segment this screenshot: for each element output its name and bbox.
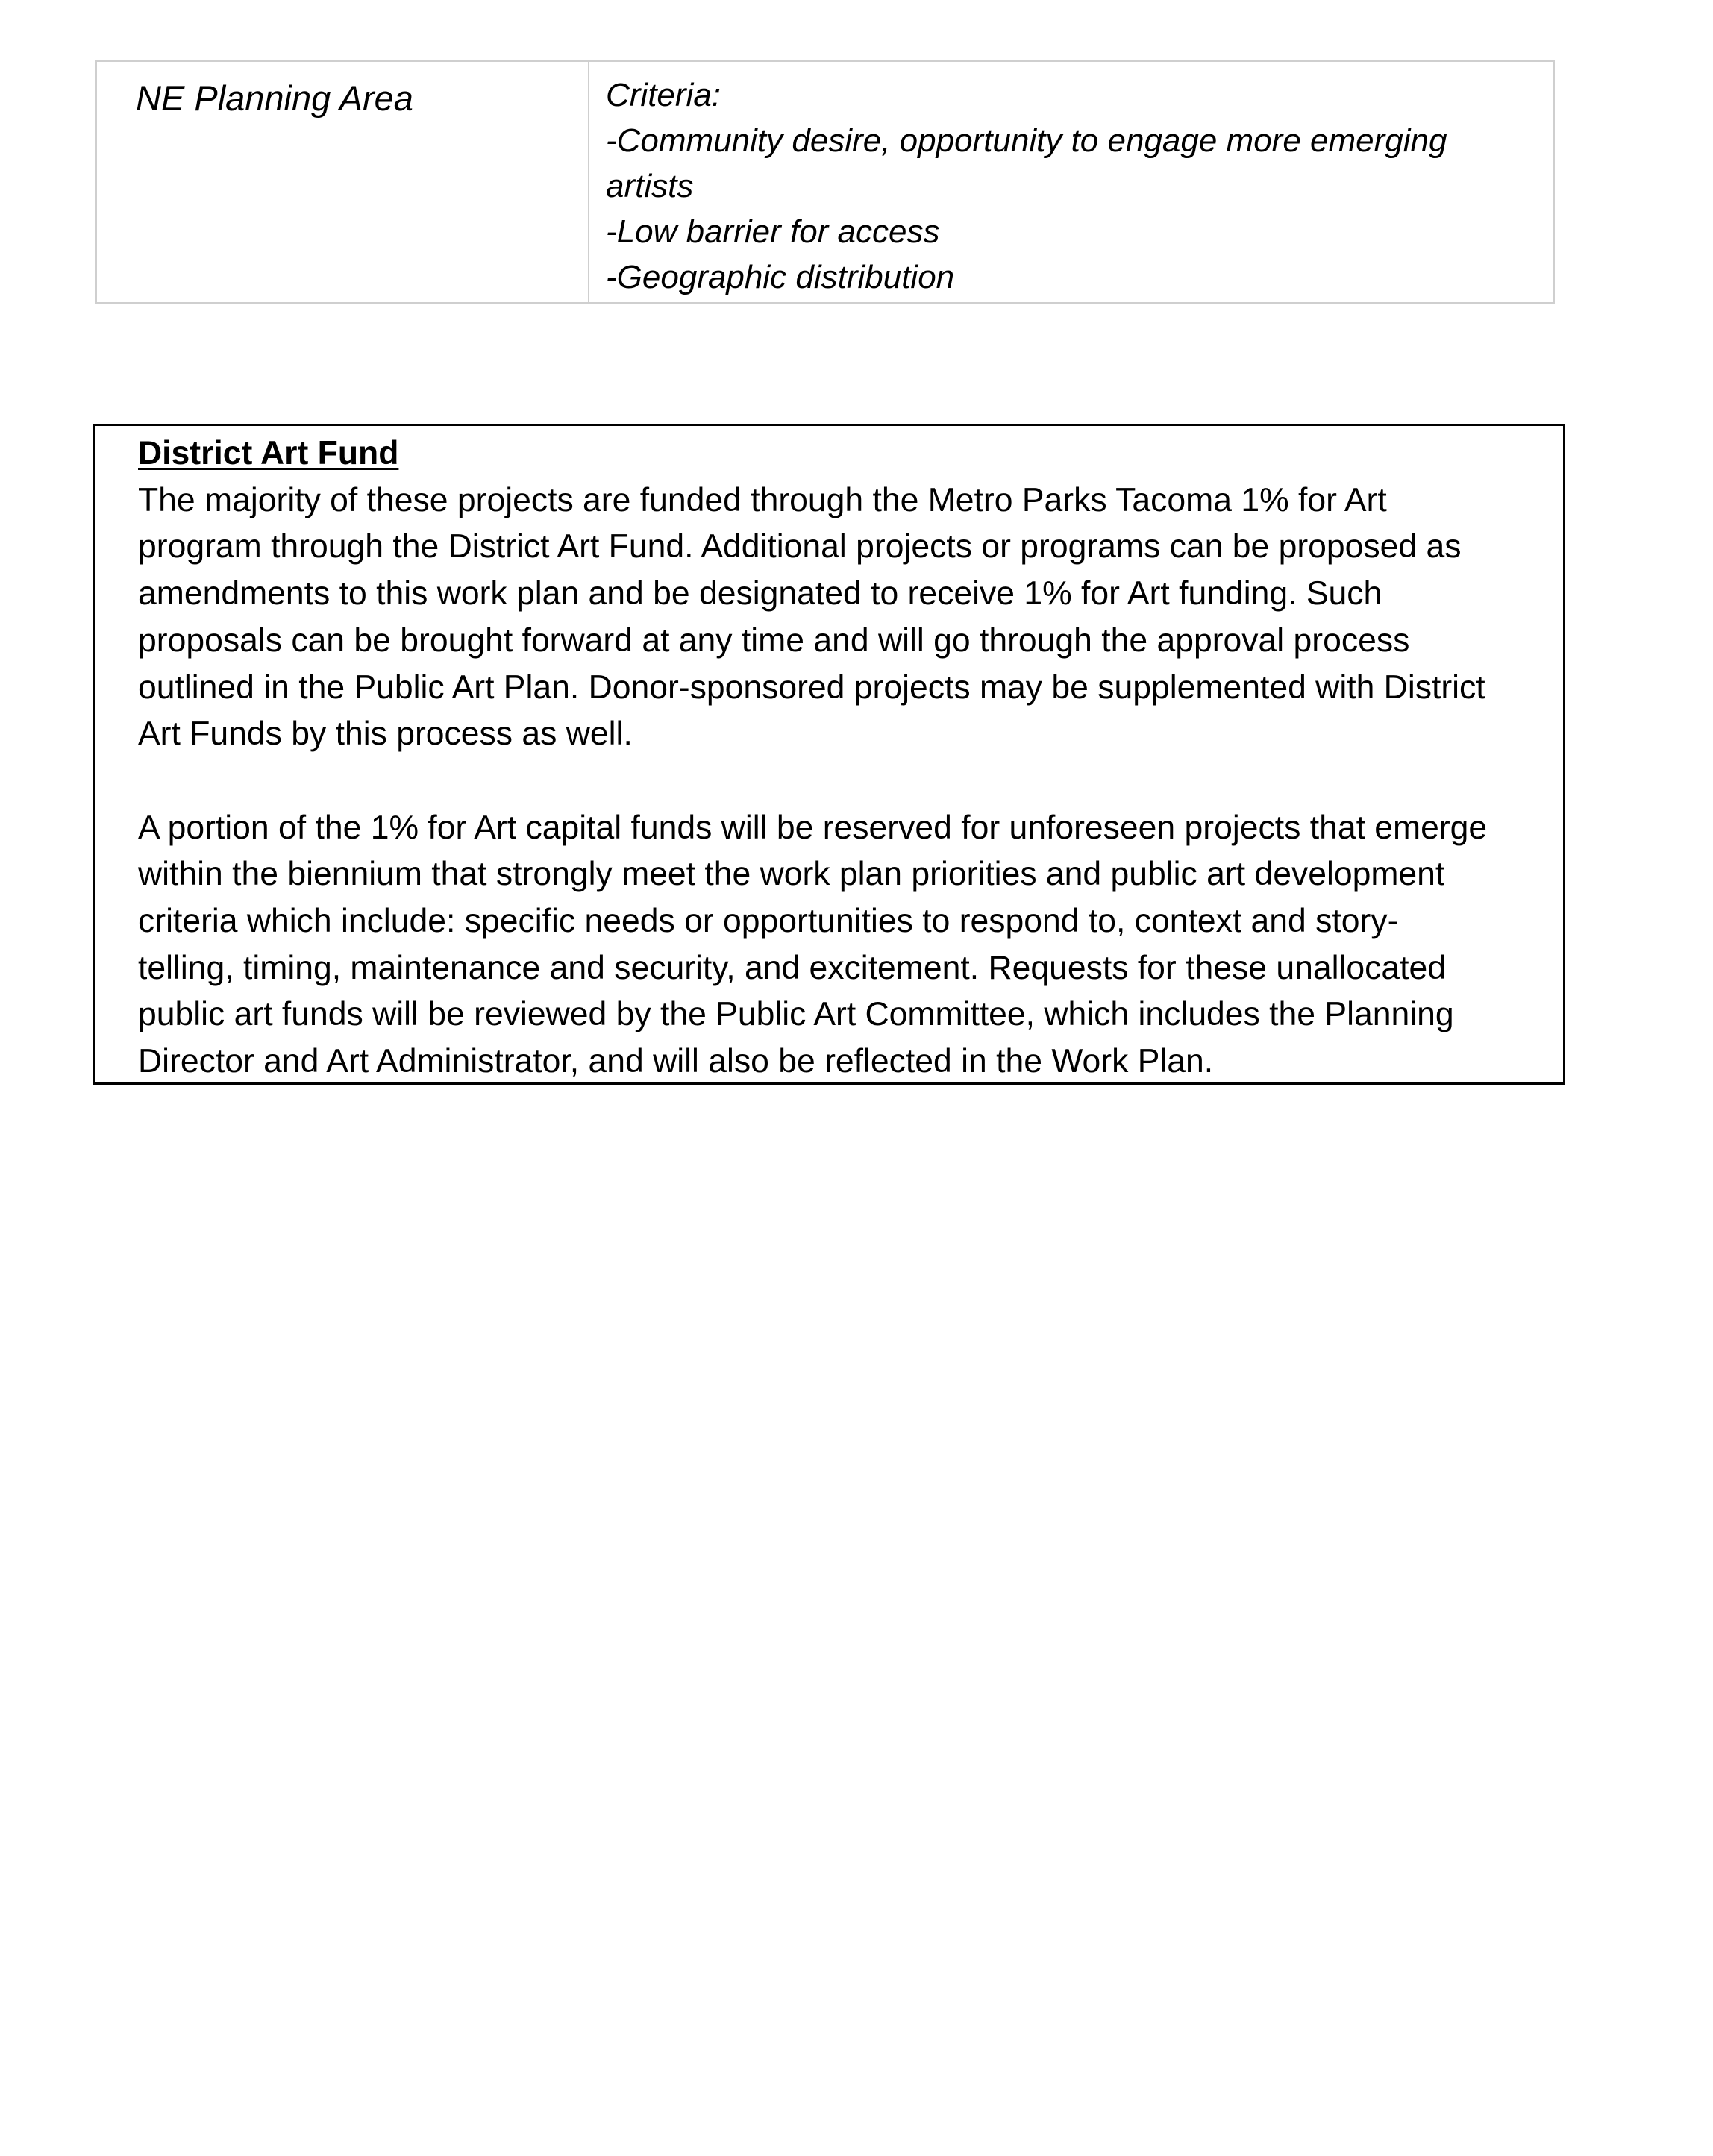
district-art-fund-content <box>138 430 1565 1085</box>
text-line: public art funds will be reviewed by the Public Art Committee, which includes the Planning <box>138 996 1454 1033</box>
planning-area-name: NE Planning Area <box>136 78 413 118</box>
paragraph-spacer <box>138 758 1565 805</box>
text-line: The majority of these projects are funded through the Metro Parks Tacoma 1% for Art <box>138 481 1387 518</box>
text-line: amendments to this work plan and be designated to receive 1% for Art funding. Such <box>138 575 1382 612</box>
criteria-cell <box>589 62 1553 302</box>
district-art-fund-box <box>93 424 1565 1085</box>
criteria-line: artists <box>606 168 694 204</box>
criteria-table <box>95 60 1555 304</box>
criteria-heading: Criteria: <box>606 77 721 113</box>
text-line: program through the District Art Fund. Additional projects or programs can be proposed as <box>138 528 1462 565</box>
text-line: outlined in the Public Art Plan. Donor-sponsored projects may be supplemented with District <box>138 668 1485 706</box>
text-line: A portion of the 1% for Art capital funds will be reserved for unforeseen projects that emerge <box>138 809 1488 846</box>
paragraph-1 <box>138 477 1565 758</box>
criteria-line: -Geographic distribution <box>606 259 955 295</box>
criteria-line: -Low barrier for access <box>606 213 940 250</box>
text-line: Art Funds by this process as well. <box>138 715 633 753</box>
criteria-line: -Community desire, opportunity to engage more emerging <box>606 122 1447 159</box>
text-line: within the biennium that strongly meet the work plan priorities and public art development <box>138 856 1445 893</box>
text-line: telling, timing, maintenance and security, and excitement. Requests for these unallocated <box>138 949 1446 986</box>
section-title: District Art Fund <box>138 435 399 471</box>
area-cell <box>97 62 589 302</box>
text-line: proposals can be brought forward at any time and will go through the approval process <box>138 621 1410 659</box>
text-line: Director and Art Administrator, and will also be reflected in the Work Plan. <box>138 1043 1214 1080</box>
text-line: criteria which include: specific needs or opportunities to respond to, context and story- <box>138 903 1399 940</box>
criteria-list <box>606 72 1531 300</box>
paragraph-2 <box>138 805 1565 1085</box>
